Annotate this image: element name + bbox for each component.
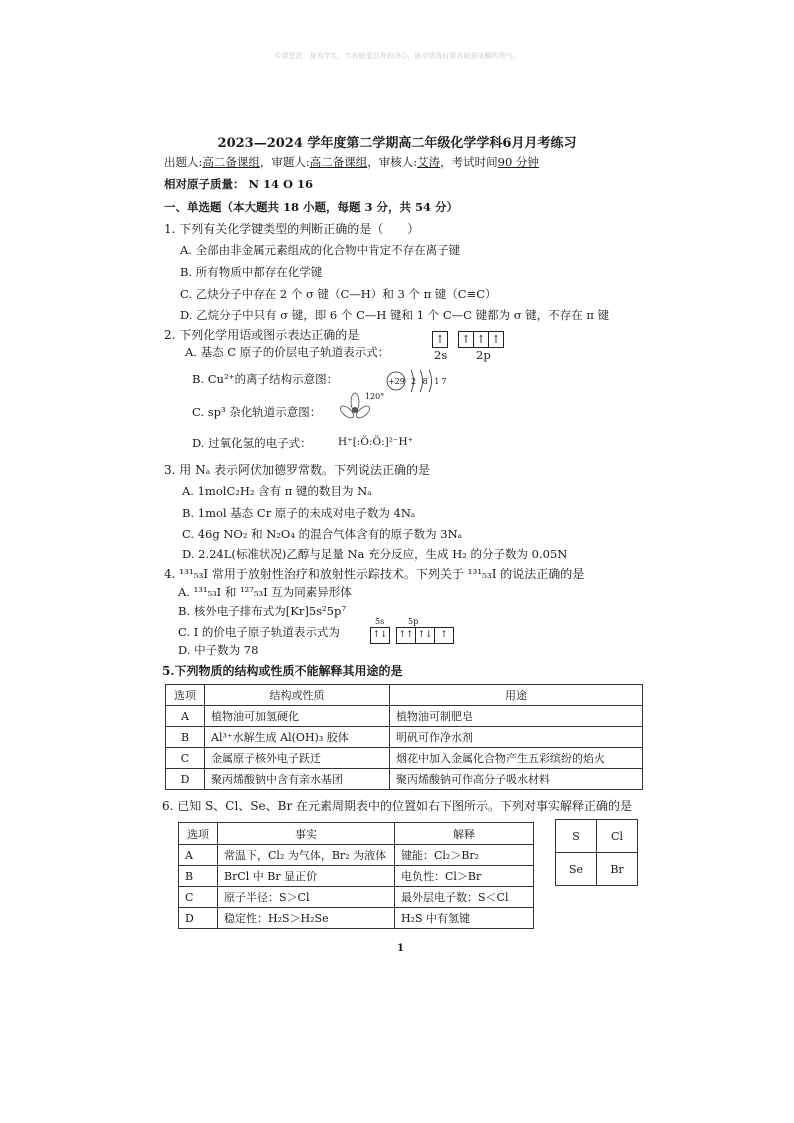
q3-option-c: C. 46g NO₂ 和 N₂O₄ 的混合气体含有的原子数为 3Nₐ <box>182 527 463 541</box>
q6-stem: 6. 已知 S、Cl、Se、Br 在元素周期表中的位置如右下图所示。下列对事实解释正确的是 <box>162 799 633 813</box>
orbital-box: ↑ <box>432 331 448 348</box>
orbital-box: ↑ <box>473 331 489 348</box>
q2-option-d: D. 过氧化氢的电子式： <box>192 436 312 450</box>
table-cell: Al³⁺水解生成 Al(OH)₃ 胶体 <box>205 727 390 748</box>
table-row <box>166 706 643 727</box>
q1-option-b: B. 所有物质中都存在化学键 <box>180 265 323 279</box>
q1-option-a: A. 全部由非金属元素组成的化合物中肯定不存在离子键 <box>180 243 461 257</box>
table-row <box>179 866 534 887</box>
orbital-2p <box>458 329 503 348</box>
element-cell: Br <box>597 853 638 886</box>
table-header: 选项 <box>179 823 218 845</box>
section-heading: 一、单选题（本大题共 18 小题，每题 3 分，共 54 分） <box>164 200 459 214</box>
q4-option-c: C. I 的价电子原子轨道表示式为 <box>178 625 340 639</box>
reviewer: 高二备课组 <box>309 155 368 169</box>
label-5s: 5s <box>375 617 385 626</box>
q1-option-d: D. 乙烷分子中只有 σ 键，即 6 个 C—H 键和 1 个 C—C 键都为 σ 键，不存在 π 键 <box>180 308 610 322</box>
setter: 高二备课组 <box>202 155 260 169</box>
q3-option-b: B. 1mol 基态 Cr 原子的未成对电子数为 4Nₐ <box>182 506 416 520</box>
orbital-box: ↑ <box>488 331 504 348</box>
table-cell: 键能：Cl₂＞Br₂ <box>395 845 534 866</box>
q3-option-d: D. 2.24L(标准状况)乙醇与足量 Na 充分反应，生成 H₂ 的分子数为 0.05N <box>182 547 568 561</box>
q3-stem: 3. 用 Nₐ 表示阿伏加德罗常数。下列说法正确的是 <box>164 463 431 477</box>
table-cell: 烟花中加入金属化合物产生五彩缤纷的焰火 <box>390 748 643 769</box>
page-number: 1 <box>397 943 404 954</box>
approver: 艾涛 <box>417 155 441 169</box>
table-cell: 植物油可加氢硬化 <box>205 706 390 727</box>
q2-stem: 2. 下列化学用语或图示表达正确的是 <box>164 328 360 342</box>
reviewer-label: ，审题人: <box>259 155 310 169</box>
table-cell: D <box>179 908 218 929</box>
table-cell: 金属原子核外电子跃迁 <box>205 748 390 769</box>
exam-time: 90 分钟 <box>497 155 539 169</box>
q3-option-a: A. 1molC₂H₂ 含有 π 键的数目为 Nₐ <box>182 484 372 498</box>
table-row <box>166 769 643 790</box>
table-row <box>179 908 534 929</box>
table-cell: A <box>179 845 218 866</box>
table-row <box>179 845 534 866</box>
table-cell: BrCl 中 Br 显正价 <box>218 866 395 887</box>
table-cell: D <box>166 769 205 790</box>
q2-option-a: A. 基态 C 原子的价层电子轨道表示式： <box>185 345 390 359</box>
q5-table <box>165 684 643 790</box>
table-row <box>556 820 638 853</box>
q4-stem: 4. ¹³¹₅₃I 常用于放射性治疗和放射性示踪技术。下列关于 ¹³¹₅₃I 的说法正确的是 <box>164 567 585 581</box>
table-cell: H₂S 中有氢键 <box>395 908 534 929</box>
q2-option-c: C. sp³ 杂化轨道示意图： <box>192 405 322 419</box>
table-header-row <box>166 685 643 706</box>
table-header: 解释 <box>395 823 534 845</box>
table-cell: B <box>166 727 205 748</box>
table-header-row <box>179 823 534 845</box>
element-cell: S <box>556 820 597 853</box>
table-cell: A <box>166 706 205 727</box>
table-row <box>166 727 643 748</box>
label-5p: 5p <box>408 617 419 626</box>
time-label: ，考试时间 <box>440 155 498 169</box>
table-row <box>166 748 643 769</box>
table-header: 事实 <box>218 823 395 845</box>
table-cell: 聚丙烯酸钠中含有亲水基团 <box>205 769 390 790</box>
element-cell: Cl <box>597 820 638 853</box>
table-header: 结构或性质 <box>205 685 390 706</box>
setter-label: 出题人: <box>164 155 203 169</box>
q5-stem: 5.下列物质的结构或性质不能解释其用途的是 <box>162 664 403 678</box>
element-cell: Se <box>556 853 597 886</box>
shell-electrons: 2 8 17 <box>411 377 449 386</box>
table-cell: 电负性：Cl＞Br <box>395 866 534 887</box>
approver-label: ，审核人: <box>367 155 418 169</box>
electron-formula: H⁺[:Ö:Ö:]²⁻H⁺ <box>338 436 414 448</box>
orbital-box: ↑↓ <box>370 627 390 644</box>
label-2s: 2s <box>434 348 448 362</box>
q6-table <box>178 822 534 929</box>
q4-option-d: D. 中子数为 78 <box>178 643 259 657</box>
atomic-mass: 相对原子质量： N 14 O 16 <box>164 177 314 191</box>
table-cell: 聚丙烯酸钠可作高分子吸水材料 <box>390 769 643 790</box>
table-cell: 稳定性：H₂S＞H₂Se <box>218 908 395 929</box>
exam-meta <box>164 154 539 170</box>
q4-option-b: B. 核外电子排布式为[Kr]5s²5p⁷ <box>178 604 346 618</box>
table-row <box>179 887 534 908</box>
orbital-box: ↑↓ <box>415 627 435 644</box>
table-cell: 常温下，Cl₂ 为气体，Br₂ 为液体 <box>218 845 395 866</box>
table-cell: C <box>179 887 218 908</box>
watermark: ©课堂派：身为学生，当有破釜沉舟的决心，面对挑战时要有破茧成蝶的勇气。 <box>274 52 520 60</box>
q1-option-c: C. 乙炔分子中存在 2 个 σ 键（C—H）和 3 个 π 键（C≡C） <box>180 287 497 301</box>
exam-title: 2023—2024 学年度第二学期高二年级化学学科6月月考练习 <box>217 136 577 151</box>
nucleus-charge: +29 <box>388 377 405 386</box>
orbital-2s <box>432 329 447 348</box>
q4-option-a: A. ¹³¹₅₃I 和 ¹²⁷₅₃I 互为同素异形体 <box>178 585 352 599</box>
table-cell: B <box>179 866 218 887</box>
table-header: 选项 <box>166 685 205 706</box>
orbital-box: ↑↑ <box>396 627 416 644</box>
iodine-orbital-boxes <box>370 625 453 644</box>
label-2p: 2p <box>476 348 491 362</box>
table-cell: 明矾可作净水剂 <box>390 727 643 748</box>
table-header: 用途 <box>390 685 643 706</box>
q1-stem: 1. 下列有关化学键类型的判断正确的是（ ） <box>164 222 420 236</box>
table-cell: 植物油可制肥皂 <box>390 706 643 727</box>
orbital-box: ↑ <box>434 627 454 644</box>
table-cell: C <box>166 748 205 769</box>
orbital-box: ↑ <box>458 331 474 348</box>
periodic-grid <box>555 819 638 886</box>
bond-angle: 120° <box>365 392 385 401</box>
q2-option-b: B. Cu²⁺的离子结构示意图： <box>192 372 339 386</box>
table-cell: 最外层电子数：S＜Cl <box>395 887 534 908</box>
table-row <box>556 853 638 886</box>
table-cell: 原子半径：S＞Cl <box>218 887 395 908</box>
